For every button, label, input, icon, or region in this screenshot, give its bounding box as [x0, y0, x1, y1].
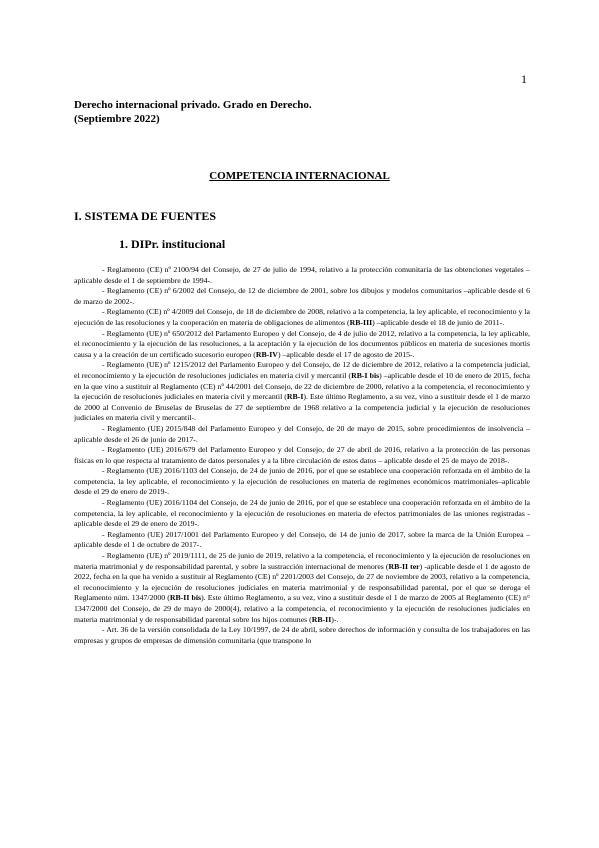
section-heading: I. SISTEMA DE FUENTES: [74, 209, 217, 223]
header-date: (Septiembre 2022): [74, 113, 160, 125]
paragraph: - Reglamento (UE) nº 1215/2012 del Parlamento Europeo y del Consejo, de 12 de diciembre de 2012, relativo a la competencia judicial, el reconocimiento y la ejecución de resoluciones judiciales en materia civil y mercantil (RB-I bis) –aplicable desde el 10 de enero de 2015, fecha en la que vino a sustituir al Reglamento (CE) nº 44/2001 del Consejo, de 22 de diciembre de 2000, relativo a la competencia, el reconocimiento y la ejecución de resoluciones judiciales en materia civil y mercantil (RB-I). Este último Reglamento, a su vez, vino a sustituir desde el 1 de marzo de 2000 al Convenio de Bruselas de Bruselas de 27 de septiembre de 1968 relativo a la competencia judicial y la ejecución de resoluciones judiciales en materia civil y mercantil-.: [74, 360, 530, 423]
paragraph: - Reglamento (CE) nº 4/2009 del Consejo, de 18 de diciembre de 2008, relativo a la competencia, la ley aplicable, el reconocimiento y la ejecución de las resoluciones y la cooperación en materia de obligaciones de alimentos (RB-III) –aplicable desde el 18 de junio de 2011-.: [74, 307, 530, 327]
paragraph: - Reglamento (UE) 2015/848 del Parlamento Europeo y del Consejo, de 20 de mayo de 2015, sobre procedimientos de insolvencia –aplicable desde el 26 de junio de 2017-.: [74, 423, 530, 444]
document-header: [74, 98, 312, 126]
header-course: Derecho internacional privado. Grado en Derecho.: [74, 99, 312, 111]
page-title: COMPETENCIA INTERNACIONAL: [209, 170, 390, 182]
paragraph: - Art. 36 de la versión consolidada de la Ley 10/1997, de 24 de abril, sobre derechos de información y consulta de los trabajadores en las empresas y grupos de empresas de dimensión comunitaria (que transpone lo: [74, 625, 530, 645]
page-number: 1: [521, 72, 527, 86]
paragraph: - Reglamento (UE) 2016/1104 del Consejo, de 24 de junio de 2016, por el que se establece una cooperación reforzada en el ámbito de la competencia, la ley aplicable, el reconocimiento y la ejecución de resoluciones en materia de efectos patrimoniales de las uniones registradas -aplicable desde el 29 de enero de 2019-.: [74, 498, 530, 529]
body-text: [74, 265, 530, 646]
paragraph: - Reglamento (UE) 2016/1103 del Consejo, de 24 de junio de 2016, por el que se establece una cooperación reforzada en el ámbito de la competencia, la ley aplicable, el reconocimiento y la ejecución de resoluciones en materia de regímenes económicos matrimoniales–aplicable desde el 29 de enero de 2019-.: [74, 466, 530, 497]
paragraph: - Reglamento (UE) 2016/679 del Parlamento Europeo y del Consejo, de 27 de abril de 2016, relativo a la protección de las personas físicas en lo que respecta al tratamiento de datos personales y a la libre circulación de estos datos – aplicable desde el 25 de mayo de 2018-.: [74, 445, 530, 465]
subsection-heading: 1. DIPr. institucional: [119, 237, 226, 251]
paragraph: - Reglamento (UE) nº 650/2012 del Parlamento Europeo y del Consejo, de 4 de julio de 2012, relativo a la competencia, la ley aplicable, el reconocimiento y la ejecución de las resoluciones, a la aceptación y la ejecución de los documentos públicos en materia de sucesiones mortis causa y a la creación de un certificado sucesorio europeo (RB-IV) –aplicable desde el 17 de agosto de 2015-.: [74, 328, 530, 359]
paragraph: - Reglamento (UE) nº 2019/1111, de 25 de junio de 2019, relativo a la competencia, el reconocimiento y la ejecución de resoluciones en materia matrimonial y de responsabilidad parental, y sobre la sustracción internacional de menores (RB-II ter) -aplicable desde el 1 de agosto de 2022, fecha en la que ha venido a sustituir al Reglamento (CE) nº 2201/2003 del Consejo, de 27 de noviembre de 2003, relativo a la competencia, el reconocimiento y la ejecución de resoluciones judiciales en materia matrimonial y de responsabilidad parental, por el que se deroga el Reglamento núm. 1347/2000 (RB-II bis). Este último Reglamento, a su vez, vino a sustituir desde el 1 de marzo de 2005 al Reglamento (CE) n° 1347/2000 del Consejo, de 29 de mayo de 2000(4), relativo a la competencia, el reconocimiento y la ejecución de resoluciones judiciales en materia matrimonial y de responsabilidad parental sobre los hijos comunes (RB-II)-.: [74, 551, 531, 624]
paragraph: - Reglamento (CE) nº 6/2002 del Consejo, de 12 de diciembre de 2001, sobre los dibujos y modelos comunitarios –aplicable desde el 6 de marzo de 2002-.: [74, 286, 530, 306]
paragraph: - Reglamento (UE) 2017/1001 del Parlamento Europeo y del Consejo, de 14 de junio de 2017, sobre la marca de la Unión Europea –aplicable desde el 1 de octubre de 2017-.: [74, 529, 530, 550]
paragraph: - Reglamento (CE) nº 2100/94 del Consejo, de 27 de julio de 1994, relativo a la protección comunitaria de las obtenciones vegetales –aplicable desde el 1 de septiembre de 1994-.: [74, 265, 530, 285]
